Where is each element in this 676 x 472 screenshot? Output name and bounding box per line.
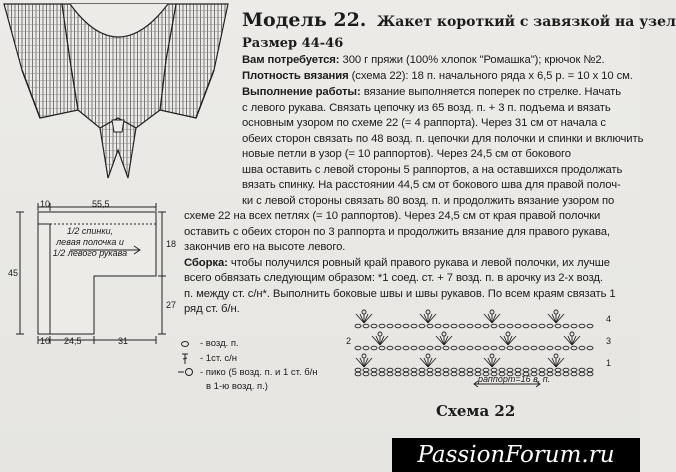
chain-stitch-mark — [483, 324, 489, 328]
inner-label-line-0: 1/2 спинки, — [66, 226, 114, 236]
picot-mark — [490, 354, 494, 358]
symbol-legend — [166, 336, 356, 396]
chain-stitch-mark — [379, 324, 385, 328]
chain-stitch-mark — [515, 346, 521, 350]
row-number-2: 2 — [346, 336, 352, 346]
dim-top-left: 10 — [40, 199, 51, 209]
chain-stitch-mark — [475, 368, 481, 372]
foundation-chain-mark — [379, 372, 385, 376]
foundation-chain-mark — [411, 372, 417, 376]
dim-right-lower: 27 — [166, 300, 177, 310]
double-crochet-mark — [484, 358, 492, 367]
chain-stitch-mark — [587, 324, 593, 328]
row-number-4: 4 — [606, 314, 612, 324]
foundation-chain-mark — [403, 372, 409, 376]
chain-stitch-mark — [539, 324, 545, 328]
chain-stitch-mark — [435, 324, 441, 328]
chain-stitch-mark — [443, 368, 449, 372]
double-crochet-mark — [428, 314, 436, 323]
picot-mark — [426, 310, 430, 314]
picot-mark — [490, 310, 494, 314]
chain-stitch-mark — [587, 346, 593, 350]
foundation-chain-mark — [571, 372, 577, 376]
chain-stitch-mark — [451, 368, 457, 372]
work-line-7: ки с левой стороны связать 80 возд. п. и продолжить вязание узором по — [242, 195, 615, 207]
double-crochet-mark — [364, 358, 372, 367]
double-crochet-mark — [436, 336, 444, 345]
assembly-line-2: п. между ст. с/н*. Выполнить боковые швы и швы рукавов. По всем краям связать 1 — [184, 288, 616, 300]
picot-mark — [378, 332, 382, 336]
legend-picot: - пико (5 возд. п. и 1 ст. б/н — [200, 367, 318, 378]
chain-stitch-mark — [555, 346, 561, 350]
dim-top-main: 55,5 — [92, 199, 110, 209]
chain-stitch-mark — [451, 346, 457, 350]
double-crochet-mark — [548, 314, 556, 323]
density-line — [242, 69, 633, 85]
picot-mark — [570, 332, 574, 336]
assembly-line-3: ряд ст. б/н. — [184, 303, 240, 315]
chain-stitch-mark — [547, 346, 553, 350]
chain-stitch-mark — [499, 346, 505, 350]
picot-mark — [442, 332, 446, 336]
chain-stitch-mark — [355, 368, 361, 372]
chain-stitch-mark — [371, 346, 377, 350]
work-line-1: с левого рукава. Связать цепочку из 65 возд. п. + 3 п. подъема и вязать — [242, 102, 611, 114]
foundation-chain-mark — [467, 372, 473, 376]
chain-stitch-mark — [475, 346, 481, 350]
chain-stitch-mark — [379, 368, 385, 372]
dim-left-height: 45 — [8, 268, 19, 278]
work-line-4: новые петли в узор (= 10 раппортов). Через 24,5 см от бокового — [242, 148, 571, 160]
picot-mark — [554, 310, 558, 314]
dim-bottom-right: 31 — [118, 336, 129, 346]
chain-stitch-mark — [539, 368, 545, 372]
foundation-chain-mark — [395, 372, 401, 376]
double-crochet-mark — [380, 336, 388, 345]
chain-stitch-mark — [571, 324, 577, 328]
legend-dc: - 1ст. с/н — [200, 353, 238, 364]
work-line-0 — [242, 85, 621, 101]
density-label: Плотность вязания — [242, 70, 349, 82]
article-title — [242, 9, 676, 31]
chain-stitch-mark — [531, 368, 537, 372]
chain-stitch-mark — [523, 324, 529, 328]
chain-stitch-mark — [435, 346, 441, 350]
chain-stitch-mark — [483, 368, 489, 372]
picot-mark — [426, 354, 430, 358]
foundation-chain-mark — [387, 372, 393, 376]
inner-label-line-2: 1/2 левого рукава — [52, 248, 128, 258]
chain-stitch-mark — [355, 346, 361, 350]
double-crochet-mark — [420, 358, 428, 367]
materials-label: Вам потребуется: — [242, 54, 340, 66]
double-crochet-mark — [364, 314, 372, 323]
picot-mark — [362, 354, 366, 358]
chain-stitch-mark — [491, 346, 497, 350]
foundation-chain-mark — [563, 372, 569, 376]
chain-stitch-mark — [579, 346, 585, 350]
chain-stitch-mark — [443, 346, 449, 350]
materials-text: 300 г пряжи (100% хлопок "Ромашка"); крючок №2. — [342, 54, 605, 66]
foundation-chain-mark — [355, 372, 361, 376]
chain-stitch-mark — [523, 368, 529, 372]
picot-mark — [554, 354, 558, 358]
foundation-chain-mark — [435, 372, 441, 376]
double-crochet-mark — [564, 336, 572, 345]
chain-stitch-mark — [571, 368, 577, 372]
double-crochet-mark — [444, 336, 452, 345]
chain-stitch-mark — [507, 346, 513, 350]
dim-bottom-mid: 24,5 — [64, 336, 82, 346]
double-crochet-mark — [572, 336, 580, 345]
chain-stitch-mark — [387, 346, 393, 350]
work-label: Выполнение работы: — [242, 86, 361, 98]
double-crochet-mark — [500, 336, 508, 345]
foundation-chain-mark — [419, 372, 425, 376]
chain-stitch-mark — [395, 324, 401, 328]
chain-stitch-mark — [427, 368, 433, 372]
chain-stitch-mark — [427, 346, 433, 350]
work-text-0: вязание выполняется поперек по стрелке. Начать — [363, 86, 621, 98]
chain-stitch-mark — [419, 324, 425, 328]
chain-stitch-mark — [531, 324, 537, 328]
chain-stitch-mark — [499, 368, 505, 372]
foundation-chain-mark — [371, 372, 377, 376]
chain-stitch-mark — [363, 324, 369, 328]
chain-stitch-mark — [579, 324, 585, 328]
dim-bottom-left: 10 — [40, 336, 51, 346]
chain-stitch-mark — [523, 346, 529, 350]
chain-stitch-icon — [180, 339, 190, 349]
chain-stitch-mark — [459, 368, 465, 372]
chain-stitch-mark — [403, 368, 409, 372]
chain-stitch-mark — [403, 324, 409, 328]
row-number-3: 3 — [606, 336, 612, 346]
chain-stitch-mark — [355, 324, 361, 328]
assembly-line-1: всего обвязать следующим образом: *1 соед. ст. + 7 возд. п. в арочку из 2-х возд. — [184, 272, 603, 284]
work-line-6: вязать спинку. На расстоянии 44,5 см от бокового шва для правой полоч- — [242, 179, 621, 191]
foundation-chain-mark — [443, 372, 449, 376]
chain-stitch-mark — [563, 346, 569, 350]
chain-stitch-mark — [563, 368, 569, 372]
chain-stitch-mark — [363, 346, 369, 350]
chain-stitch-mark — [387, 368, 393, 372]
chain-stitch-mark — [363, 368, 369, 372]
chain-stitch-mark — [371, 368, 377, 372]
chain-stitch-mark — [571, 346, 577, 350]
chain-stitch-mark — [427, 324, 433, 328]
chain-stitch-mark — [483, 346, 489, 350]
chain-stitch-mark — [539, 346, 545, 350]
double-crochet-mark — [356, 314, 364, 323]
dim-right-upper: 18 — [166, 239, 177, 249]
jacket-illustration — [0, 0, 232, 190]
pattern-schematic — [0, 196, 190, 356]
double-crochet-mark — [372, 336, 380, 345]
chain-stitch-mark — [507, 324, 513, 328]
foundation-chain-mark — [451, 372, 457, 376]
chain-stitch-mark — [419, 368, 425, 372]
double-crochet-mark — [508, 336, 516, 345]
double-crochet-mark — [428, 358, 436, 367]
work-line-9: оставить с обеих сторон по 3 раппорта и продолжить вязание для правого рукава, — [184, 226, 610, 238]
foundation-chain-mark — [555, 372, 561, 376]
double-crochet-mark — [356, 358, 364, 367]
picot-mark — [506, 332, 510, 336]
work-line-8: схеме 22 на всех петлях (= 10 раппортов). Через 24,5 см от края правой полочки — [184, 210, 601, 222]
chain-stitch-mark — [563, 324, 569, 328]
chain-stitch-mark — [459, 346, 465, 350]
chain-stitch-mark — [395, 368, 401, 372]
chain-stitch-mark — [395, 346, 401, 350]
chain-stitch-mark — [435, 368, 441, 372]
double-crochet-mark — [492, 358, 500, 367]
chain-stitch-mark — [379, 346, 385, 350]
chain-stitch-mark — [467, 368, 473, 372]
chain-stitch-mark — [531, 346, 537, 350]
double-crochet-mark — [420, 314, 428, 323]
chain-stitch-mark — [491, 324, 497, 328]
double-crochet-mark — [548, 358, 556, 367]
row-number-1: 1 — [606, 358, 612, 368]
chain-stitch-mark — [491, 368, 497, 372]
chain-stitch-mark — [451, 324, 457, 328]
chain-stitch-mark — [555, 324, 561, 328]
density-text: (схема 22): 18 п. начального ряда х 6,5 р. = 10 х 10 см. — [351, 70, 633, 82]
foundation-chain-mark — [459, 372, 465, 376]
chain-stitch-mark — [547, 368, 553, 372]
assembly-label: Сборка: — [184, 257, 228, 269]
chain-stitch-mark — [515, 324, 521, 328]
double-crochet-mark — [556, 358, 564, 367]
crochet-chart — [344, 300, 616, 396]
chain-stitch-mark — [555, 368, 561, 372]
chain-stitch-mark — [419, 346, 425, 350]
foundation-chain-mark — [579, 372, 585, 376]
chain-stitch-mark — [411, 324, 417, 328]
picot-icon — [176, 367, 196, 377]
work-line-3: обеих сторон связать по 48 возд. п. цепочки для полочки и спинки и включить — [242, 133, 644, 145]
watermark: PassionForum.ru — [392, 438, 640, 472]
repeat-label: раппорт=16 в. п. — [478, 374, 551, 384]
materials-line — [242, 53, 605, 69]
inner-label-line-1: левая полочка и — [56, 237, 124, 247]
chain-stitch-mark — [459, 324, 465, 328]
model-number: Модель 22. — [242, 9, 367, 31]
assembly-line-0 — [184, 256, 610, 272]
schematic-inner-label — [48, 226, 132, 259]
foundation-chain-mark — [587, 372, 593, 376]
work-line-10: закончив его на высоте левого. — [184, 241, 346, 253]
chain-stitch-mark — [587, 368, 593, 372]
foundation-chain-mark — [363, 372, 369, 376]
size-line: Размер 44-46 — [242, 36, 344, 51]
double-crochet-mark — [484, 314, 492, 323]
chain-stitch-mark — [387, 324, 393, 328]
work-line-5: шва оставить с левой стороны 5 раппортов, а на оставшихся продолжать — [242, 164, 623, 176]
chain-stitch-mark — [579, 368, 585, 372]
chain-stitch-mark — [547, 324, 553, 328]
legend-chain: - возд. п. — [200, 338, 239, 349]
chain-stitch-mark — [403, 346, 409, 350]
chain-stitch-mark — [467, 346, 473, 350]
chain-stitch-mark — [475, 324, 481, 328]
assembly-text-0: чтобы получился ровный край правого рукава и левой полочки, их лучше — [230, 257, 610, 269]
chain-stitch-mark — [499, 324, 505, 328]
chain-stitch-mark — [507, 368, 513, 372]
double-crochet-icon — [180, 353, 190, 365]
model-name: Жакет короткий с завязкой на узел — [376, 14, 676, 30]
legend-picot-cont: в 1-ю возд. п.) — [206, 381, 268, 392]
foundation-chain-mark — [427, 372, 433, 376]
picot-mark — [362, 310, 366, 314]
chain-stitch-mark — [515, 368, 521, 372]
chain-stitch-mark — [467, 324, 473, 328]
double-crochet-mark — [492, 314, 500, 323]
chain-stitch-mark — [411, 368, 417, 372]
work-line-2: основным узором по схеме 22 (= 4 раппорта). Через 31 см от начала с — [242, 117, 606, 129]
double-crochet-mark — [556, 314, 564, 323]
chain-stitch-mark — [411, 346, 417, 350]
chain-stitch-mark — [443, 324, 449, 328]
chart-caption: Схема 22 — [436, 402, 516, 420]
chain-stitch-mark — [371, 324, 377, 328]
